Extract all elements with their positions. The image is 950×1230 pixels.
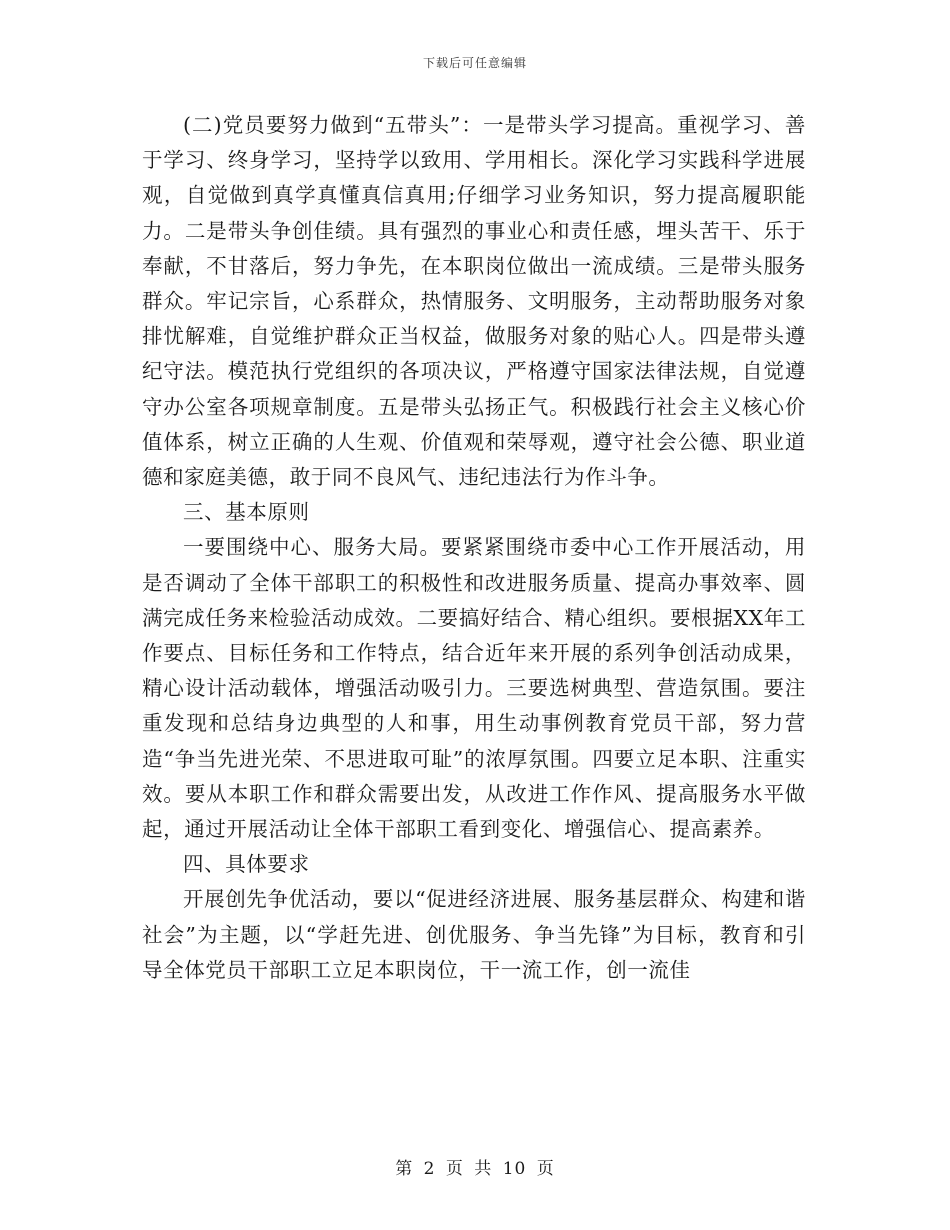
section-heading-basic-principles: 三、基本原则 — [183, 500, 310, 525]
paragraph-requirements: 开展创先争优活动，要以“促进经济进展、服务基层群众、构建和谐社会”为主题，以“学赶先进、创优服务、争当先锋”为目标，教育和引导全体党员干部职工立足本职岗位，干一流工作，创一流佳 — [142, 887, 806, 982]
paragraph-principles: 一要围绕中心、服务大局。要紧紧围绕市委中心工作开展活动，用是否调动了全体干部职工的积极性和改进服务质量、提高办事效率、圆满完成任务来检验活动成效。二要搞好结合、精心组织。要根据XX年工作要点、目标任务和工作特点，结合近年来开展的系列争创活动成果，精心设计活动载体，增强活动吸引力。三要选树典型、营造氛围。要注重发现和总结身边典型的人和事，用生动事例教育党员干部，努力营造“争当先进光荣、不思进取可耻”的浓厚氛围。四要立足本职、注重实效。要从本职工作和群众需要出发，从改进工作作风、提高服务水平做起，通过开展活动让全体干部职工看到变化、增强信心、提高素养。 — [142, 535, 806, 842]
page-number: 第 2 页 共 10 页 — [395, 1159, 555, 1179]
section-heading-specific-requirements: 四、具体要求 — [183, 852, 310, 877]
page-header-note: 下载后可任意编辑 — [422, 56, 527, 70]
paragraph-five-leads: (二)党员要努力做到“五带头”：一是带头学习提高。重视学习、善于学习、终身学习，坚持学以致用、学用相长。深化学习实践科学进展观，自觉做到真学真懂真信真用;仔细学习业务知识，努力提高履职能力。二是带头争创佳绩。具有强烈的事业心和责任感，埋头苦干、乐于奉献，不甘落后，努力争先，在本职岗位做出一流成绩。三是带头服务群众。牢记宗旨，心系群众，热情服务、文明服务，主动帮助服务对象排忧解难，自觉维护群众正当权益，做服务对象的贴心人。四是带头遵纪守法。模范执行党组织的各项决议，严格遵守国家法律法规，自觉遵守办公室各项规章制度。五是带头弘扬正气。积极践行社会主义核心价值体系，树立正确的人生观、价值观和荣辱观，遵守社会公德、职业道德和家庭美德，敢于同不良风气、违纪违法行为作斗争。 — [142, 113, 806, 490]
document-body — [142, 108, 806, 988]
